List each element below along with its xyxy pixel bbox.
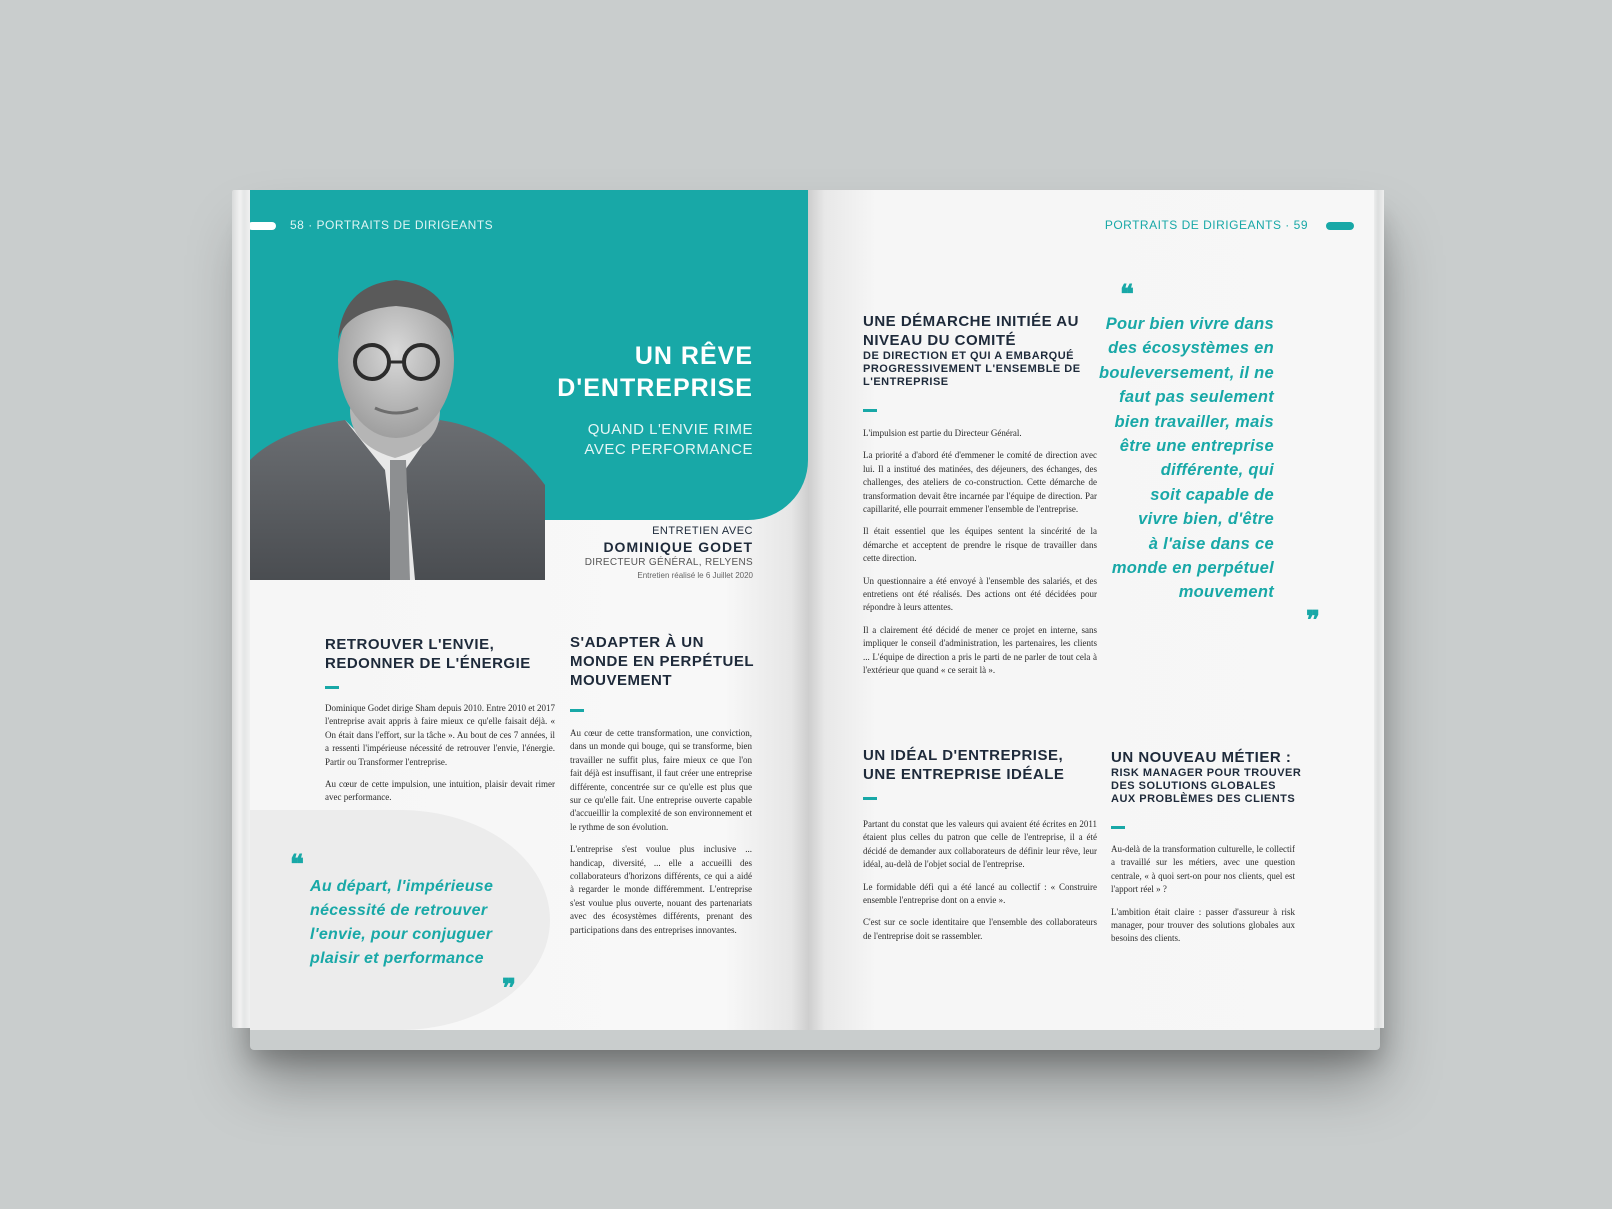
heading-line: UN NOUVEAU MÉTIER : (1111, 749, 1292, 766)
interview-label: ENTRETIEN AVEC (652, 525, 753, 537)
folio-title: PORTRAITS DE DIRIGEANTS (1104, 218, 1282, 232)
folio-separator: · (308, 218, 317, 232)
paragraph: C'est sur ce socle identitaire que l'ensemble des collaborateurs de l'entreprise doit se rassembler. (863, 917, 1097, 941)
heading-line: UN IDÉAL D'ENTREPRISE, (863, 747, 1064, 764)
heading-line: RETROUVER L'ENVIE, (325, 636, 495, 653)
folio-bar (1326, 222, 1354, 230)
paragraph: L'impulsion est partie du Directeur Général. (863, 428, 1022, 438)
quote-line: vivre bien, d'être (1138, 510, 1274, 529)
section-body (863, 818, 1097, 952)
subheading-line: L'ENTREPRISE (863, 376, 949, 388)
open-quote-icon: ❝ (290, 850, 304, 880)
paragraph: Au-delà de la transformation culturelle, le collectif a travaillé sur les métiers, avec une question centrale, « à quoi sert-on pour nos clients, quel est l'apport réel » ? (1111, 844, 1295, 895)
interviewee-name: DOMINIQUE GODET (603, 539, 753, 555)
heading-line: UNE ENTREPRISE IDÉALE (863, 766, 1065, 783)
subtitle-line: AVEC PERFORMANCE (584, 441, 753, 458)
quote-line: bouleversement, il ne (1098, 363, 1274, 382)
article-title (557, 340, 753, 404)
pull-quote (310, 875, 550, 971)
section-heading (863, 312, 1081, 389)
section-body (570, 727, 752, 946)
left-page (250, 190, 808, 1030)
paragraph: Partant du constat que les valeurs qui avaient été écrites en 2011 étaient plus celles du patron que celle de l'entreprise, il a été décidé de demander aux collaborateurs de définir leur rêve, leur idéal, au-delà de l'objet social de l'entreprise. (863, 819, 1097, 870)
section-dash (325, 686, 339, 689)
quote-line: à l'aise dans ce (1148, 534, 1274, 553)
title-line: UN RÊVE (634, 342, 753, 370)
folio-left (290, 218, 493, 232)
quote-line: plaisir et performance (310, 950, 484, 967)
paragraph: Un questionnaire a été envoyé à l'ensemble des salariés, et des entretiens ont été réalisés. Des actions ont été décidées pour répondre à leurs attentes. (863, 575, 1097, 613)
paragraph: Dominique Godet dirige Sham depuis 2010. Entre 2010 et 2017 l'entreprise avait appris à faire mieux ce qu'elle faisait déjà. « On était dans l'effort, sur la tâche ». Au bout de ces 7 années, il a ressenti l'impérieuse nécessité de retrouver l'envie, l'énergie. Partir ou Transformer l'entreprise. (325, 703, 555, 767)
quote-line: faut pas seulement (1119, 388, 1274, 407)
interview-byline (585, 525, 753, 580)
pull-quote (1074, 312, 1274, 605)
folio-separator: · (1285, 218, 1294, 232)
folio-bar (250, 222, 276, 230)
paragraph: Au cœur de cette impulsion, une intuition, plaisir devait rimer avec performance. (325, 779, 555, 803)
heading-line: UNE DÉMARCHE INITIÉE AU (863, 313, 1079, 330)
paragraph: Le formidable défi qui a été lancé au collectif : « Construire ensemble l'entreprise dont on a envie ». (863, 881, 1097, 906)
quote-line: Au départ, l'impérieuse (310, 878, 494, 895)
section-dash (863, 797, 877, 800)
heading-line: REDONNER DE L'ÉNERGIE (325, 655, 531, 672)
section-heading (1111, 748, 1301, 806)
section-dash (1111, 826, 1125, 829)
right-page (808, 190, 1374, 1030)
article-subtitle (584, 420, 753, 460)
interviewee-role: DIRECTEUR GÉNÉRAL, RELYENS (584, 557, 753, 568)
heading-line: S'ADAPTER À UN (570, 634, 704, 651)
section-dash (570, 709, 584, 712)
paragraph: La priorité a d'abord été d'emmener le comité de direction avec lui. Il a institué des matinées, des déjeuners, des échanges, des challenges, des ateliers de co-construction. Cette démarche de transformation devait être incarnée par l'équipe de direction. Par capillarité, elle pourrait emmener l'ensemble de l'entreprise. (863, 450, 1097, 515)
paragraph: Il était essentiel que les équipes sentent la sincérité de la démarche et acceptent de prendre le risque de travailler dans cette direction. (863, 526, 1097, 564)
paragraph: Au cœur de cette transformation, une conviction, dans un monde qui bouge, qui se transforme, bien travailler ne suffit plus, faire mieux ce que l'on fait déjà est insuffisant, il faut créer une entreprise différente, concentrée sur ce qu'elle est plus que sur ce qu'elle fait. Une entreprise ouverte capable d'accueillir la complexité de son environnement et le rythme de son évolution. (570, 728, 752, 832)
page-number: 59 (1293, 218, 1308, 232)
subheading-line: DE DIRECTION ET QUI A EMBARQUÉ (863, 350, 1074, 362)
section-heading (325, 635, 531, 673)
close-quote-icon: ❞ (1306, 606, 1320, 636)
section-dash (863, 409, 877, 412)
paragraph: L'ambition était claire : passer d'assureur à risk manager, pour trouver des solutions globales aux besoins des clients. (1111, 906, 1295, 944)
subheading-line: DES SOLUTIONS GLOBALES (1111, 780, 1277, 792)
quote-line: des écosystèmes en (1108, 339, 1274, 358)
paragraph: Il a clairement été décidé de mener ce projet en interne, sans impliquer le conseil d'administration, les partenaires, les clients ... L'équipe de direction a pris le parti de ne parler de tout cela à l'extérieur que quand « ce serait là ». (863, 624, 1097, 676)
heading-line: MOUVEMENT (570, 672, 672, 689)
paragraph: L'entreprise s'est voulue plus inclusive ... handicap, diversité, ... elle a accueilli des collaborateurs d'horizons différents, ce qui a aidé à regarder le monde différemment. L'entreprise s'est voulue plus ouverte, nouant des partenariats avec des écosystèmes différents, prenant des participations dans des entreprises innovantes. (570, 844, 752, 935)
page-number: 58 (290, 218, 305, 232)
open-quote-icon: ❝ (1120, 280, 1134, 310)
folio-title: PORTRAITS DE DIRIGEANTS (316, 218, 494, 232)
quote-line: différente, qui (1160, 461, 1274, 480)
subtitle-line: QUAND L'ENVIE RIME (587, 421, 753, 438)
quote-line: mouvement (1178, 583, 1274, 602)
section-heading (863, 746, 1064, 784)
subheading-line: AUX PROBLÈMES DES CLIENTS (1111, 793, 1296, 805)
quote-line: l'envie, pour conjuguer (310, 926, 493, 943)
close-quote-icon: ❞ (502, 974, 516, 1004)
quote-line: bien travailler, mais (1114, 412, 1274, 431)
quote-line: nécessité de retrouver (310, 902, 488, 919)
interview-date: Entretien réalisé le 6 Juillet 2020 (637, 571, 753, 580)
quote-line: être une entreprise (1119, 437, 1274, 456)
quote-line: Pour bien vivre dans (1105, 315, 1274, 333)
heading-line: MONDE EN PERPÉTUEL (570, 653, 755, 670)
portrait-photo (250, 270, 545, 580)
section-heading (570, 633, 754, 690)
title-line: D'ENTREPRISE (557, 374, 753, 402)
section-body (1111, 843, 1295, 955)
quote-line: soit capable de (1150, 485, 1274, 504)
quote-line: monde en perpétuel (1111, 559, 1274, 578)
subheading-line: RISK MANAGER POUR TROUVER (1111, 767, 1302, 779)
folio-right (1105, 218, 1308, 232)
page-edges-left (232, 190, 252, 1028)
section-body (863, 427, 1097, 687)
subheading-line: PROGRESSIVEMENT L'ENSEMBLE DE (863, 363, 1081, 375)
heading-line: NIVEAU DU COMITÉ (863, 332, 1017, 349)
section-body (325, 702, 555, 814)
